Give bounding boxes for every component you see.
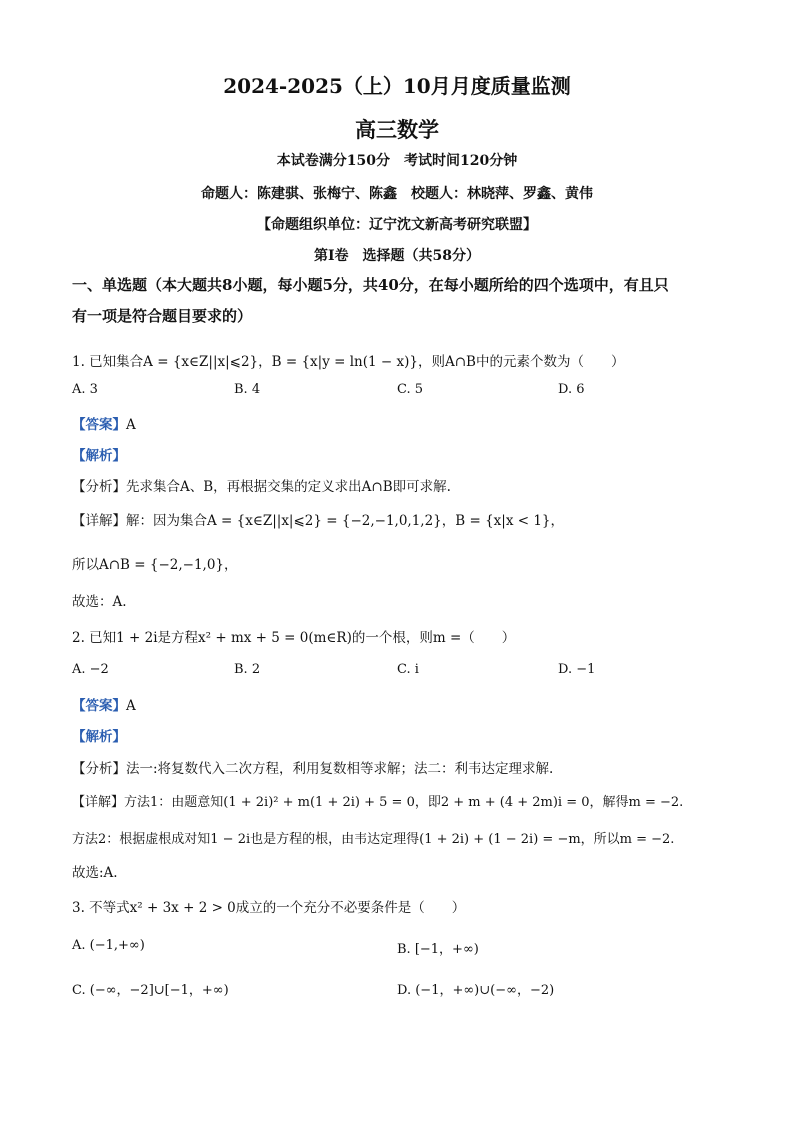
q1-analysis: 先求集合A、B，再根据交集的定义求出A∩B即可求解. — [126, 479, 451, 495]
exam-subject: 高三数学 — [355, 117, 439, 142]
q3-option-d: D. (−1，+∞)∪(−∞，−2) — [397, 983, 555, 998]
q1-detail-row — [72, 509, 564, 529]
q1-stem: 1. 已知集合A = {x∈Z||x|⩽2}，B = {x|y = ln(1 − x)}，则A∩B中的元素个数为（ ） — [72, 354, 625, 370]
answer-tag: 【答案】 — [72, 417, 126, 433]
q2-answer-row — [72, 694, 136, 714]
q2-analysis-head — [72, 725, 126, 745]
q1-option-b: B. 4 — [234, 382, 261, 397]
part-title: 第Ⅰ卷 选择题（共58分） — [313, 248, 481, 264]
exam-authors: 命题人：陈建骐、张梅宁、陈鑫 校题人：林晓萍、罗鑫、黄伟 — [201, 186, 593, 202]
detail-tag: 【详解】 — [72, 795, 125, 810]
q2-stem: 2. 已知1 + 2i是方程x² + mx + 5 = 0(m∈R)的一个根，则m =（ ） — [72, 630, 516, 646]
q2-detail-2: 方法2：根据虚根成对知1 − 2i也是方程的根，由韦达定理得(1 + 2i) + (1 − 2i) = −m，所以m = −2. — [72, 832, 675, 847]
q1-analysis-row — [72, 475, 451, 495]
answer-tag: 【答案】 — [72, 698, 126, 714]
q1-answer: A — [126, 417, 136, 433]
q3-option-c: C. (−∞，−2]∪[−1，+∞) — [72, 983, 229, 998]
section-heading-line2: 有一项是符合题目要求的） — [72, 307, 253, 325]
q2-choose: 故选:A. — [72, 865, 118, 881]
detail-tag: 【详解】 — [72, 513, 126, 529]
q2-answer: A — [126, 698, 136, 714]
q2-detail-1: 方法1：由题意知(1 + 2i)² + m(1 + 2i) + 5 = 0，即2 + m + (4 + 2m)i = 0，解得m = −2. — [124, 795, 684, 810]
exam-info: 本试卷满分150分 考试时间120分钟 — [276, 153, 518, 169]
q1-answer-row — [72, 413, 136, 433]
q1-option-c: C. 5 — [397, 382, 424, 397]
analysis-head-tag: 【解析】 — [72, 448, 126, 464]
q1-option-a: A. 3 — [72, 382, 98, 397]
q3-option-b: B. [−1，+∞) — [397, 942, 479, 957]
exam-title: 2024-2025（上）10月月度质量监测 — [223, 74, 571, 98]
q3-stem: 3. 不等式x² + 3x + 2 > 0成立的一个充分不必要条件是（ ） — [72, 900, 466, 916]
analysis-head-tag: 【解析】 — [72, 729, 126, 745]
q1-detail-1: 解：因为集合A = {x∈Z||x|⩽2} = {−2,−1,0,1,2}，B = {x|x < 1}， — [126, 513, 565, 529]
q2-option-b: B. 2 — [234, 662, 261, 677]
q2-detail-row — [72, 791, 683, 810]
analysis-tag: 【分析】 — [72, 479, 126, 495]
section-heading-line1: 一、单选题（本大题共8小题，每小题5分，共40分，在每小题所给的四个选项中，有且只 — [72, 276, 669, 294]
q2-option-c: C. i — [397, 662, 419, 677]
q1-analysis-head — [72, 444, 126, 464]
q2-analysis: 法一:将复数代入二次方程，利用复数相等求解；法二：利韦达定理求解. — [126, 761, 554, 777]
analysis-tag: 【分析】 — [72, 761, 126, 777]
exam-organizer: 【命题组织单位：辽宁沈文新高考研究联盟】 — [257, 217, 537, 233]
q2-option-a: A. −2 — [72, 662, 109, 677]
q1-choose: 故选：A. — [72, 594, 127, 610]
q1-option-d: D. 6 — [558, 382, 585, 397]
q2-analysis-row — [72, 757, 553, 777]
q2-option-d: D. −1 — [558, 662, 596, 677]
q1-detail-2: 所以A∩B = {−2,−1,0}， — [72, 557, 238, 573]
q3-option-a: A. (−1,+∞) — [72, 938, 145, 953]
